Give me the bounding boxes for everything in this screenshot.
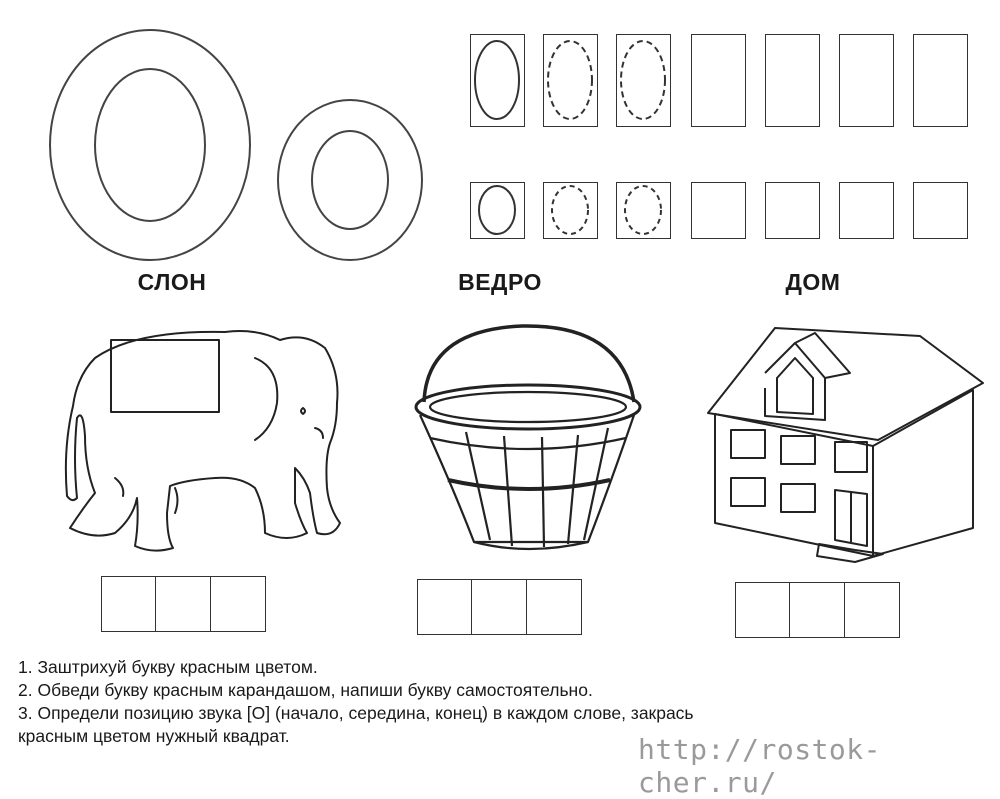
lowercase-o-outline: [278, 100, 422, 260]
cells-slon: [101, 576, 266, 632]
trace-box-upper-4[interactable]: [691, 34, 746, 127]
watermark: http://rostok-cher.ru/: [638, 733, 882, 799]
bucket-rim-inner: [430, 392, 626, 422]
cell-start[interactable]: [735, 582, 791, 638]
dashed-o-lower-1: [552, 186, 588, 234]
uppercase-o-outline: [50, 30, 250, 260]
trace-letters-lower: [470, 182, 690, 242]
trace-box-upper-7[interactable]: [913, 34, 968, 127]
dormer: [765, 343, 825, 420]
big-letters: [40, 25, 480, 265]
word-dom: ДОМ: [785, 269, 841, 295]
cell-middle[interactable]: [789, 582, 845, 638]
instruction-2: 2. Обведи букву красным карандашом, напиши букву самостоятельно.: [18, 680, 593, 700]
cell-middle[interactable]: [155, 576, 211, 632]
cell-start[interactable]: [101, 576, 157, 632]
solid-o-lower: [479, 186, 515, 234]
cell-end[interactable]: [526, 579, 582, 635]
house-roof: [708, 328, 983, 440]
word-vedro: ВЕДРО: [458, 269, 542, 295]
trace-letters-upper: [470, 34, 690, 129]
trace-box-lower-4[interactable]: [691, 182, 746, 239]
trace-box-upper-6[interactable]: [839, 34, 894, 127]
cell-start[interactable]: [417, 579, 473, 635]
trace-box-lower-5[interactable]: [765, 182, 820, 239]
instruction-3: 3. Определи позицию звука [О] (начало, середина, конец) в каждом слове, закрась: [18, 703, 694, 723]
solid-o-upper: [475, 41, 519, 119]
cells-dom: [735, 582, 900, 638]
elephant-picture: [55, 318, 345, 558]
trace-box-lower-7[interactable]: [913, 182, 968, 239]
dashed-o-upper-2: [621, 41, 665, 119]
cell-middle[interactable]: [471, 579, 527, 635]
cell-end[interactable]: [210, 576, 266, 632]
blanket-rect: [111, 340, 219, 412]
dashed-o-lower-2: [625, 186, 661, 234]
trace-box-lower-6[interactable]: [839, 182, 894, 239]
instruction-3-continued: красным цветом нужный квадрат.: [18, 726, 290, 746]
cells-vedro: [417, 579, 582, 635]
bucket-picture: [412, 310, 652, 560]
word-slon: СЛОН: [137, 269, 207, 295]
trace-box-upper-5[interactable]: [765, 34, 820, 127]
house-picture: [705, 318, 985, 568]
cell-end[interactable]: [844, 582, 900, 638]
dashed-o-upper-1: [548, 41, 592, 119]
instruction-1: 1. Заштрихуй букву красным цветом.: [18, 657, 318, 677]
